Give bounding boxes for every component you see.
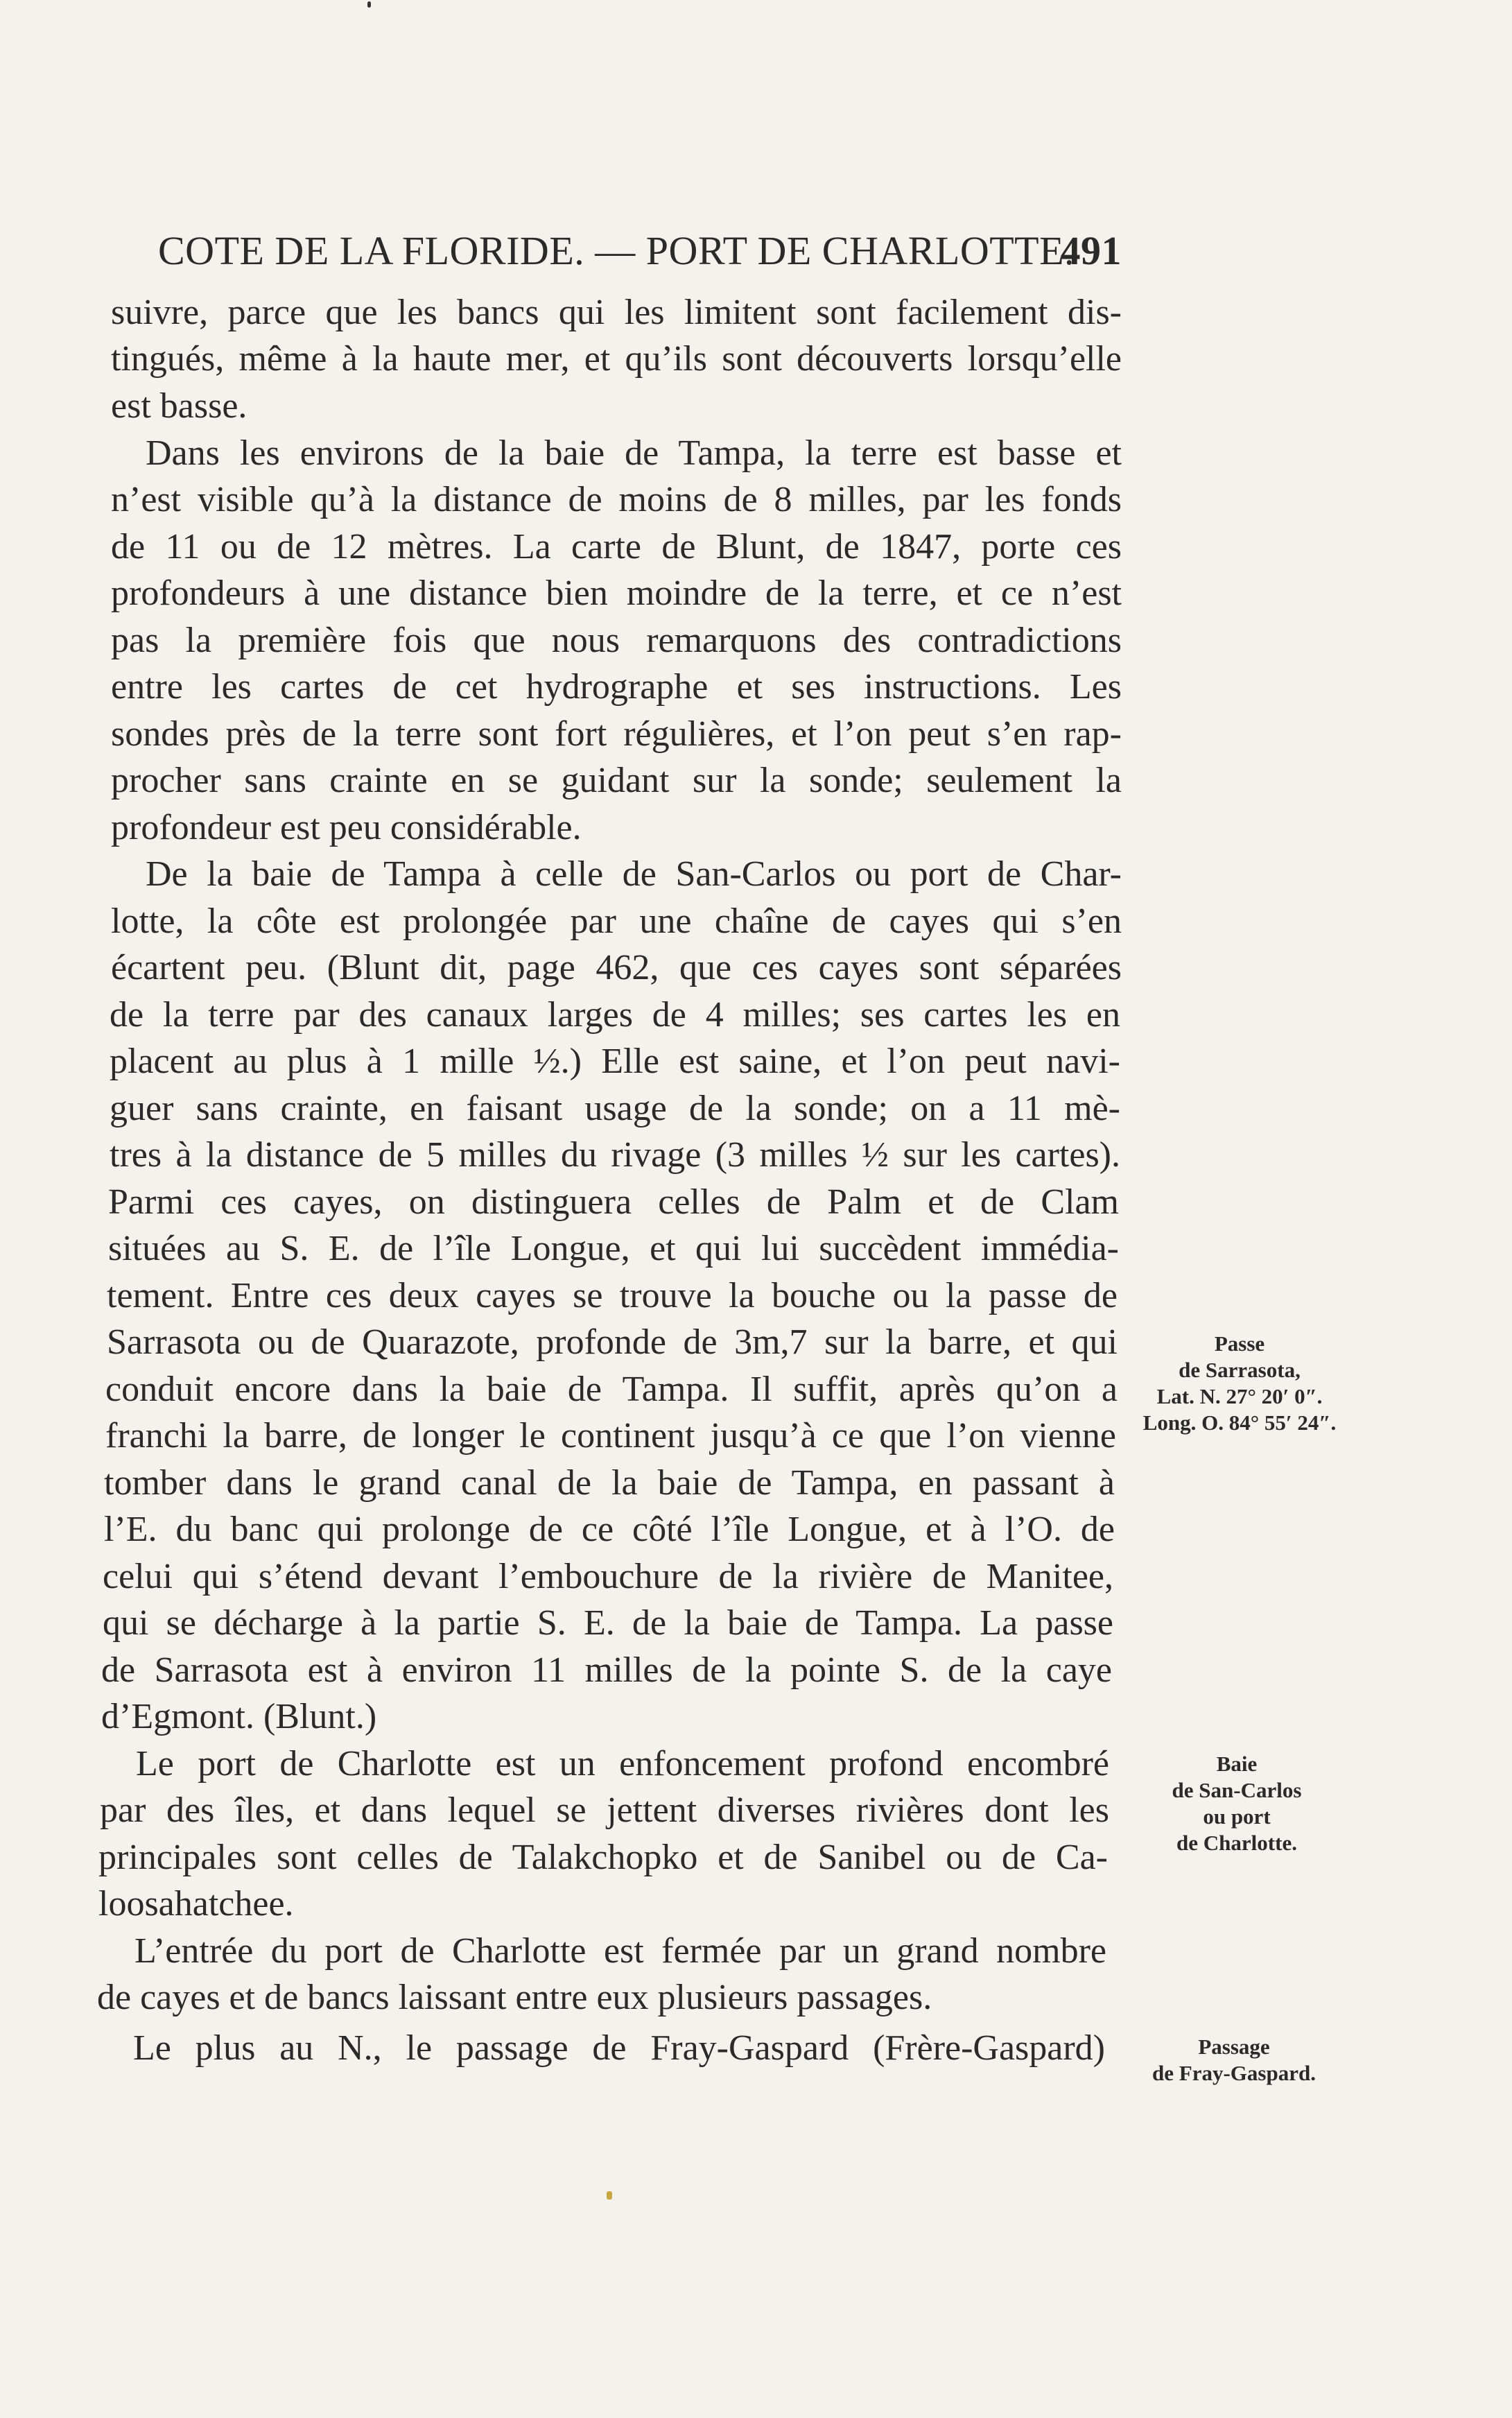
text-line: franchi la barre, de longer le continent jusqu’à ce que l’on vienne [105,1416,1116,1456]
text-line: suivre, parce que les bancs qui les limitent sont facilement dis- [111,293,1122,332]
margin-note-passage-fray-gaspard [1123,2034,1345,2087]
text-line: placent au plus à 1 mille ½.) Elle est saine, et l’on peut navi- [110,1042,1120,1081]
text-line: écartent peu. (Blunt dit, page 462, que ces cayes sont séparées [111,948,1122,987]
margin-note-baie-san-carlos [1126,1751,1348,1856]
text-line: conduit encore dans la baie de Tampa. Il suffit, après qu’on a [105,1370,1118,1409]
text-line: lotte, la côte est prolongée par une chaîne de cayes qui s’en [111,901,1122,941]
margin-note-line: Baie [1216,1752,1258,1776]
text-line: est basse. [111,386,247,426]
text-line: Sarrasota ou de Quarazote, profonde de 3m,7 sur la barre, et qui [107,1322,1118,1362]
text-line: loosahatchee. [98,1884,294,1924]
text-line: par des îles, et dans lequel se jettent diverses rivières dont les [100,1790,1109,1830]
text-line: de la terre par des canaux larges de 4 milles; ses cartes les en [110,995,1120,1035]
text-line: procher sans crainte en se guidant sur la sonde; seulement la [111,761,1122,800]
text-line: tres à la distance de 5 milles du rivage (3 milles ½ sur les cartes). [110,1135,1120,1175]
ink-speck [367,1,371,8]
page-number: 491 [1060,228,1122,273]
margin-note-line: Long. O. 84° 55′ 24″. [1142,1410,1337,1435]
text-line: tingués, même à la haute mer, et qu’ils sont découverts lorsqu’elle [111,339,1122,379]
text-line: De la baie de Tampa à celle de San-Carlos ou port de Char- [146,854,1122,894]
text-line: entre les cartes de cet hydrographe et ses instructions. Les [111,667,1122,707]
page-header [158,223,1122,279]
margin-note-line: de Sarrasota, [1179,1358,1301,1382]
text-line: Dans les environs de la baie de Tampa, la terre est basse et [146,433,1122,473]
margin-note-line: ou port [1203,1804,1271,1829]
text-line: de Sarrasota est à environ 11 milles de la pointe S. de la caye [101,1650,1112,1690]
ink-speck [607,2191,612,2200]
text-line: qui se décharge à la partie S. E. de la baie de Tampa. La passe [103,1603,1113,1643]
text-line: situées au S. E. de l’île Longue, et qui lui succèdent immédia- [108,1229,1119,1268]
margin-note-line: de Charlotte. [1176,1831,1297,1855]
text-line: de 11 ou de 12 mètres. La carte de Blunt, de 1847, porte ces [111,527,1122,567]
text-line: n’est visible qu’à la distance de moins de 8 milles, par les fonds [111,480,1122,519]
text-line: Le port de Charlotte est un enfoncement profond encombré [136,1744,1109,1784]
margin-note-passe-sarrasota [1129,1331,1350,1436]
text-line: Le plus au N., le passage de Fray-Gaspard (Frère-Gaspard) [133,2028,1105,2068]
text-line: pas la première fois que nous remarquons des contradictions [111,621,1122,660]
text-line: tement. Entre ces deux cayes se trouve la bouche ou la passe de [107,1276,1118,1315]
running-title: COTE DE LA FLORIDE. — PORT DE CHARLOTTE. [158,228,1075,273]
margin-note-line: Passage [1198,2035,1270,2059]
text-line: celui qui s’étend devant l’embouchure de la rivière de Manitee, [103,1557,1113,1596]
text-line: tomber dans le grand canal de la baie de Tampa, en passant à [104,1463,1115,1503]
text-line: de cayes et de bancs laissant entre eux plusieurs passages. [97,1978,932,2017]
margin-note-line: de San-Carlos [1172,1778,1302,1802]
margin-note-line: Passe [1214,1331,1265,1356]
text-line: principales sont celles de Talakchopko et de Sanibel ou de Ca- [98,1838,1108,1877]
text-line: sondes près de la terre sont fort régulières, et l’on peut s’en rap- [111,714,1122,754]
text-line: l’E. du banc qui prolonge de ce côté l’île Longue, et à l’O. de [104,1510,1115,1549]
text-line: guer sans crainte, en faisant usage de la sonde; on a 11 mè- [110,1089,1120,1128]
text-line: L’entrée du port de Charlotte est fermée par un grand nombre [134,1931,1106,1971]
margin-note-line: Lat. N. 27° 20′ 0″. [1156,1384,1323,1408]
margin-note-line: de Fray-Gaspard. [1152,2061,1316,2085]
text-line: profondeur est peu considérable. [111,808,582,847]
text-line: Parmi ces cayes, on distinguera celles de Palm et de Clam [108,1182,1119,1222]
text-line: d’Egmont. (Blunt.) [101,1697,377,1736]
text-line: profondeurs à une distance bien moindre de la terre, et ce n’est [111,573,1122,613]
